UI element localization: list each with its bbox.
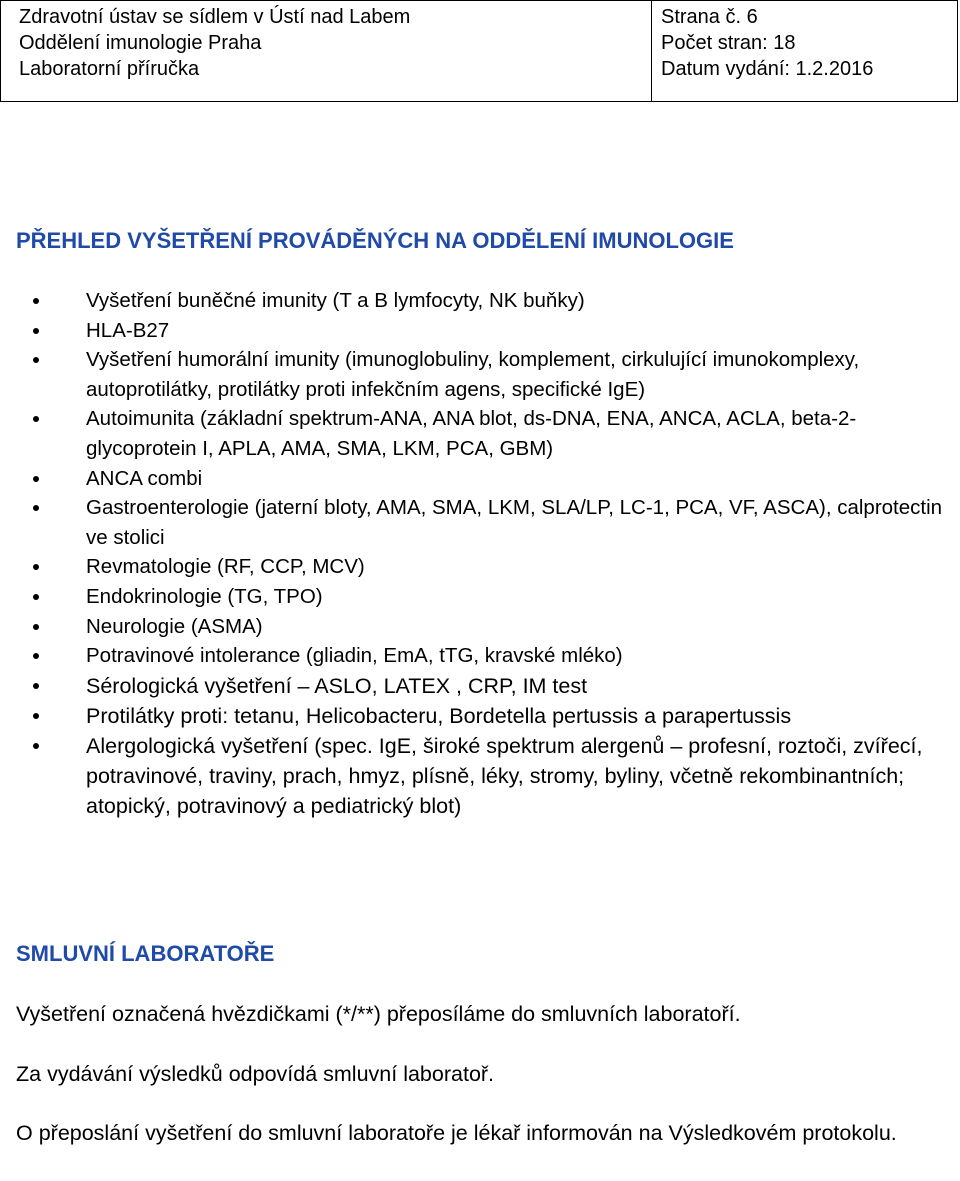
list-item [0,286,960,316]
list-item-text: Protilátky proti: tetanu, Helicobacteru, Bordetella pertussis a parapertussis [86,703,792,728]
bullet-icon [33,743,39,749]
issue-date: Datum vydání: 1.2.2016 [661,58,874,80]
section-title-overview: PŘEHLED VYŠETŘENÍ PROVÁDĚNÝCH NA ODDĚLENÍ IMUNOLOGIE [16,228,734,253]
list-item [0,641,960,671]
bullet-icon [33,624,39,630]
bullet-icon [33,298,39,304]
list-item [0,316,960,346]
list-item-text: Autoimunita (základní spektrum-ANA, ANA blot, ds-DNA, ENA, ANCA, ACLA, beta-2-glycoprotein I, APLA, AMA, SMA, LKM, PCA, GBM) [86,407,857,460]
list-item [0,404,960,463]
bullet-icon [33,328,39,334]
list-item-text: Alergologická vyšetření (spec. IgE, široké spektrum alergenů – profesní, roztoči, zvířecí, potravinové, traviny, prach, hmyz, plísně, léky, stromy, byliny, včetně rekombinantních; atopický, potravinový a pediatrický blot) [86,733,923,818]
examination-list [0,286,960,821]
bullet-icon [33,505,39,511]
list-item [0,552,960,582]
list-item-text: Endokrinologie (TG, TPO) [86,584,323,608]
paragraph-responsibility: Za vydávání výsledků odpovídá smluvní laboratoř. [16,1062,495,1086]
bullet-icon [33,683,39,689]
bullet-icon [33,357,39,363]
list-item [0,731,960,821]
list-item-text: Vyšetření humorální imunity (imunoglobuliny, komplement, cirkulující imunokomplexy, autoprotilátky, protilátky proti infekčním agens, specifické IgE) [86,348,860,401]
bullet-icon [33,476,39,482]
institution-name: Zdravotní ústav se sídlem v Ústí nad Labem [19,6,411,28]
paragraph-forwarding: Vyšetření označená hvězdičkami (*/**) přeposíláme do smluvních laboratoří. [16,1002,741,1026]
list-item-text: Potravinové intolerance (gliadin, EmA, tTG, kravské mléko) [86,644,623,668]
list-item-text: Neurologie (ASMA) [86,614,263,638]
bullet-icon [33,564,39,570]
list-item-text: HLA-B27 [86,318,170,342]
page-number: Strana č. 6 [661,6,758,28]
page-count: Počet stran: 18 [661,32,796,54]
list-item [0,701,960,731]
list-item [0,464,960,494]
list-item-text: Revmatologie (RF, CCP, MCV) [86,555,365,579]
list-item [0,582,960,612]
list-item [0,612,960,642]
bullet-icon [33,653,39,659]
list-item-text: Vyšetření buněčné imunity (T a B lymfocyty, NK buňky) [86,289,585,312]
section-title-contract-labs: SMLUVNÍ LABORATOŘE [16,941,275,966]
list-item [0,493,960,552]
list-item-text: ANCA combi [86,466,203,490]
list-item [0,345,960,404]
bullet-icon [33,416,39,422]
bullet-icon [33,594,39,600]
header-right-cell [661,4,873,82]
list-item [0,671,960,701]
department-name: Oddělení imunologie Praha [19,32,262,54]
paragraph-notification: O přeposlání vyšetření do smluvní laboratoře je lékař informován na Výsledkovém protokolu. [16,1121,897,1145]
list-item-text: Gastroenterologie (jaterní bloty, AMA, SMA, LKM, SLA/LP, LC-1, PCA, VF, ASCA), calprotectin ve stolici [86,496,943,549]
document-name: Laboratorní příručka [19,58,200,80]
bullet-icon [33,713,39,719]
list-item-text: Sérologická vyšetření – ASLO, LATEX , CRP, IM test [86,673,588,698]
header-left-cell [19,4,410,82]
document-header [0,0,958,102]
header-divider [651,1,652,101]
